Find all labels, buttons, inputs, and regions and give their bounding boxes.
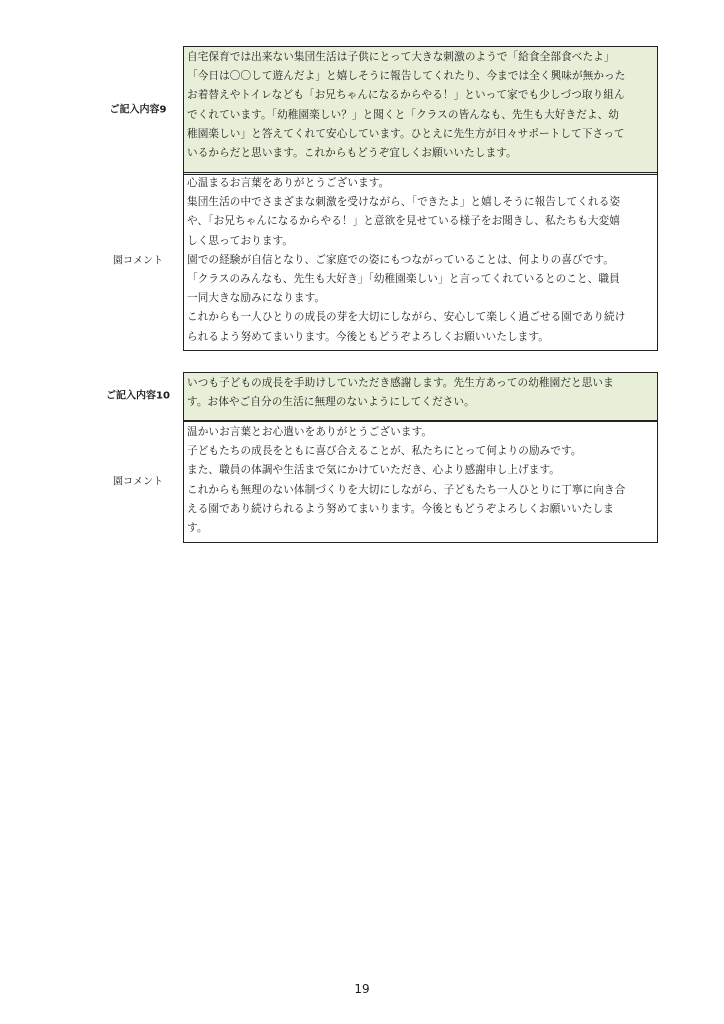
entry-10-text xyxy=(183,372,658,421)
comment-10-line: 子どもたちの成長をともに喜び合えることが、私たちにとって何よりの励みです。 xyxy=(187,445,582,458)
comment-9-line: 園での経験が自信となり、ご家庭での姿にもつながっていることは、何よりの喜びです。 xyxy=(187,253,614,266)
entry-9-text xyxy=(183,46,658,175)
entry-9-line: お着替えやトイレなども「お兄ちゃんになるからやる！」といって家でも少しづつ取り組ん xyxy=(187,89,625,102)
comment-9-label: 園コメント xyxy=(113,255,163,267)
comment-10-line: 温かいお言葉とお心遣いをありがとうございます。 xyxy=(187,426,433,438)
entry-9-line: 稚園楽しい」と答えてくれて安心しています。ひとえに先生方が日々サポートして下さって xyxy=(187,127,625,140)
entry-9-line: いるからだと思います。これからもどうぞ宜しくお願いいたします。 xyxy=(187,147,517,160)
entry-9-line: 自宅保育では出来ない集団生活は子供にとって大きな刺激のようで「給食全部食べたよ」 xyxy=(187,51,615,63)
comment-9-line: や、「お兄ちゃんになるからやる！」と意欲を見せている様子をお聞きし、私たちも大変嬉 xyxy=(187,215,620,228)
comment-9-line: 一同大きな励みになります。 xyxy=(187,292,326,305)
comment-9-line: 集団生活の中でさまざまな刺激を受けながら、「できたよ」と嬉しそうに報告してくれる姿 xyxy=(187,196,621,209)
entry-9-label: ご記入内容9 xyxy=(109,104,167,116)
entry-10-label: ご記入内容10 xyxy=(106,390,170,402)
comment-9-line: しく思っております。 xyxy=(187,234,294,247)
entry-10-line: す。お体やご自分の生活に無理のないようにしてください。 xyxy=(187,396,475,409)
page-number: 19 xyxy=(354,982,370,996)
comment-9-line: これからも一人ひとりの成長の芽を大切にしながら、安心して楽しく過ごせる園であり続け xyxy=(187,311,626,324)
comment-9-line: 心温まるお言葉をありがとうございます。 xyxy=(187,177,390,189)
comment-9-text xyxy=(183,172,658,351)
entry-9-line: でくれています。「幼稚園楽しい？」と聞くと「クラスの皆んなも、先生も大好きだよ、幼 xyxy=(187,108,619,121)
entry-9-line: 「今日は〇〇して遊んだよ」と嬉しそうに報告してくれたり、今までは全く興味が無かった xyxy=(187,70,626,83)
comment-9-line: 「クラスのみんなも、先生も大好き」「幼稚園楽しい」と言ってくれているとのこと、職員 xyxy=(187,273,620,286)
comment-10-label: 園コメント xyxy=(113,476,163,488)
comment-10-line: また、職員の体調や生活まで気にかけていただき、心より感謝申し上げます。 xyxy=(187,464,561,477)
comment-10-line: これからも無理のない体制づくりを大切にしながら、子どもたち一人ひとりに丁寧に向き合 xyxy=(187,483,626,496)
comment-10-line: す。 xyxy=(187,522,208,535)
comment-10-line: える園であり続けられるよう努めてまいります。今後ともどうぞよろしくお願いいたしま xyxy=(187,502,614,515)
entry-10-line: いつも子どもの成長を手助けしていただき感謝します。先生方あっての幼稚園だと思いま xyxy=(187,377,614,389)
comment-10-text xyxy=(183,421,658,543)
comment-9-line: られるよう努めてまいります。今後ともどうぞよろしくお願いいたします。 xyxy=(187,330,549,343)
